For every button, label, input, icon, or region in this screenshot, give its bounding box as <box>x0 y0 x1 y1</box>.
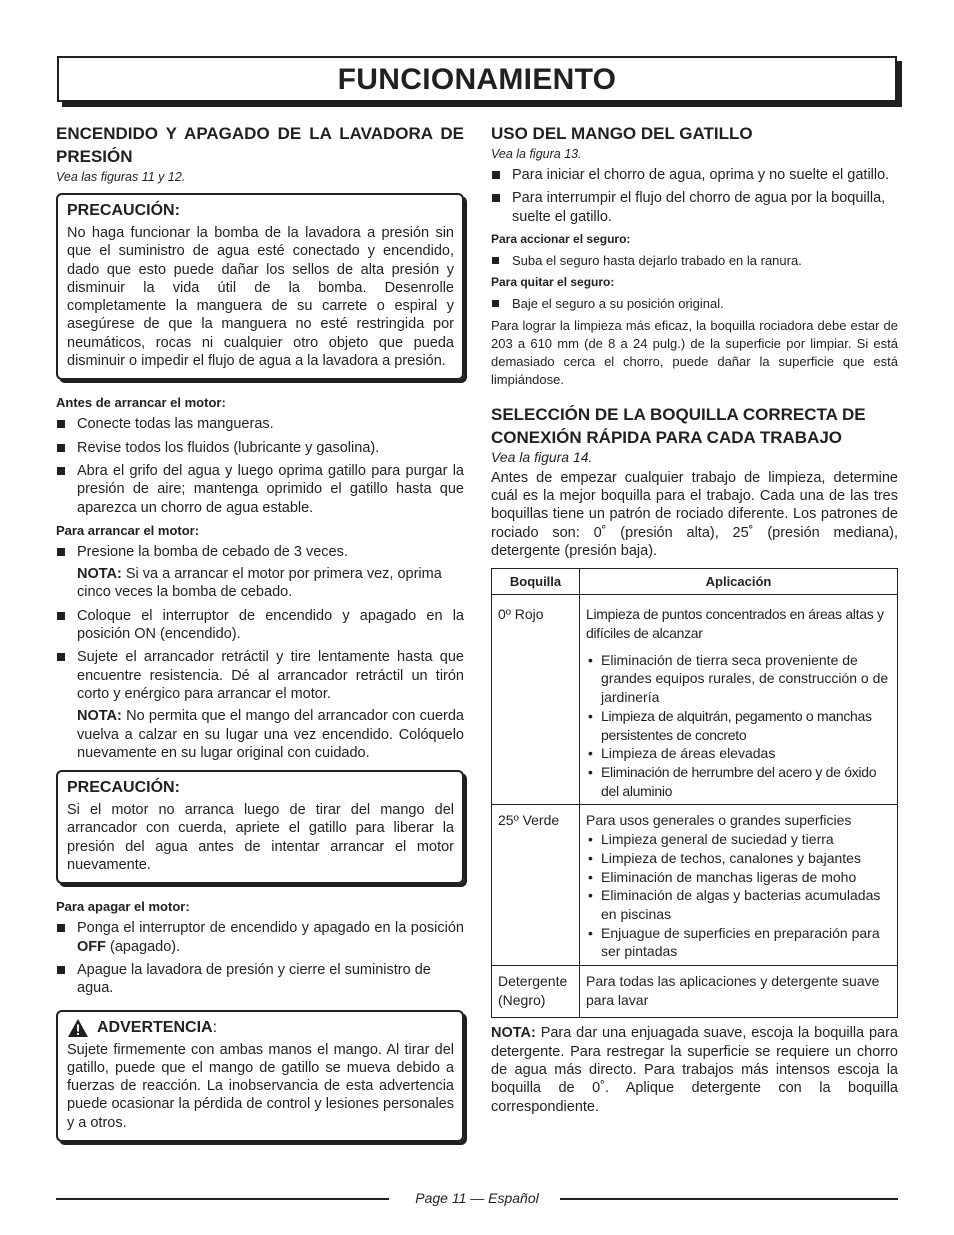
table-row <box>492 595 898 805</box>
caution-text: No haga funcionar la bomba de la lavadora a presión sin que el suministro de agua esté conectado y encendido, dado que esto puede dañar los sellos de alta presión y disminuir la vida útil de la bomba. Desenrolle completamente la manguera de su carrete o espiral y asegúrese de que la manguera no esté restringida por neumáticos, rocas ni cualquier otro objeto que pueda disminuir o impedir el flujo de agua a la lavadora a presión. <box>67 225 454 370</box>
warning-title <box>67 1018 454 1038</box>
lock-list <box>491 252 898 269</box>
note-text: Si va a arrancar el motor por primera vez, oprima cinco veces la bomba de cebado. <box>77 566 442 601</box>
list-item: Abra el grifo del agua y luego oprima gatillo para purgar la presión de aire; mantenga oprimido el gatillo hasta que aparezca un chorro de agua estable. <box>56 462 464 517</box>
application-cell <box>580 805 898 966</box>
section-banner <box>57 56 897 102</box>
section-heading-start-stop: ENCENDIDO Y APAGADO DE LA LAVADORA DE PRESIÓN <box>56 124 464 166</box>
list-item <box>56 919 464 956</box>
unlock-list <box>491 295 898 312</box>
list-item: Sujete el arrancador retráctil y tire lentamente hasta que encuentre resistencia. Dé al arrancador retráctil un tirón corto y enérgico para arrancar el motor. <box>56 648 464 703</box>
application-cell <box>580 595 898 805</box>
nozzle-cell: Detergente (Negro) <box>492 966 580 1018</box>
list-item: Revise todos los fluidos (lubricante y gasolina). <box>56 439 464 457</box>
note-text: Para dar una enjuagada suave, escoja la boquilla para detergente. Para restregar la superficie se requiere un chorro de agua más directo. Para trabajos más intensos escoja la boquilla de 0˚. Aplique detergente con la boquilla correspondiente. <box>491 1025 898 1115</box>
list-item: • Eliminación de tierra seca proveniente de grandes equipos rurales, de construcción o de jardinería <box>586 651 892 707</box>
list-item: • Enjuague de superficies en preparación para ser pintadas <box>586 924 892 961</box>
warning-label: ADVERTENCIA <box>97 1018 213 1036</box>
note-label: NOTA: <box>77 708 122 725</box>
nozzle-note <box>491 1024 898 1115</box>
caution-text: Si el motor no arranca luego de tirar del mango del arrancador con cuerda, apriete el gatillo para liberar la presión del agua antes de intentar arrancar el motor nuevamente. <box>67 802 454 874</box>
list-item: Suba el seguro hasta dejarlo trabado en la ranura. <box>491 252 898 269</box>
warning-text: Sujete firmemente con ambas manos el mango. Al tirar del gatillo, puede que el mango de gatillo se mueva debido a fuerzas de reacción. La inobservancia de esta advertencia puede ocasionar la pérdida de control y lesiones personales y a otros. <box>67 1041 454 1131</box>
caution-box-1 <box>56 193 464 380</box>
list-item: • Limpieza de áreas elevadas <box>586 744 892 763</box>
figure-reference: Vea las figuras 11 y 12. <box>56 170 186 184</box>
section-heading-trigger: USO DEL MANGO DEL GATILLO <box>491 124 753 143</box>
warning-colon: : <box>212 1018 218 1036</box>
table-header: Boquilla <box>492 569 580 595</box>
application-cell: Para todas las aplicaciones y detergente suave para lavar <box>580 966 898 1018</box>
page-number: Page 11 — Español <box>415 1190 539 1206</box>
off-label: OFF <box>77 938 106 955</box>
figure-reference: Vea la figura 13. <box>491 147 582 161</box>
list-item-text: Ponga el interruptor de encendido y apagado en la posición <box>77 920 464 937</box>
list-item: Baje el seguro a su posición original. <box>491 295 898 312</box>
list-item: • Eliminación de herrumbre del acero y de óxido del aluminio <box>586 763 892 800</box>
before-start-title: Antes de arrancar el motor: <box>56 395 226 411</box>
before-start-list <box>56 415 464 516</box>
list-item: Para interrumpir el flujo del chorro de agua por la boquilla, suelte el gatillo. <box>491 189 898 226</box>
list-item: • Eliminación de algas y bacterias acumuladas en piscinas <box>586 886 892 923</box>
trigger-list <box>491 166 898 226</box>
application-list <box>586 830 892 961</box>
distance-paragraph: Para lograr la limpieza más eficaz, la boquilla rociadora debe estar de 203 a 610 mm (de 8 a 24 pulg.) de la superficie por limpiar. Si está demasiado cerca el chorro, puede dañar la superficie que está limpiándose. <box>491 317 898 387</box>
nozzle-table <box>491 568 898 1018</box>
page-footer <box>56 1188 898 1208</box>
start-list <box>56 543 464 561</box>
list-item: Para iniciar el chorro de agua, oprima y no suelte el gatillo. <box>491 166 898 184</box>
application-list <box>586 651 892 801</box>
list-item: Conecte todas las mangueras. <box>56 415 464 433</box>
note <box>56 565 464 602</box>
table-row <box>492 805 898 966</box>
left-column <box>56 122 464 1142</box>
table-row <box>492 966 898 1018</box>
list-item: • Eliminación de manchas ligeras de moho <box>586 868 892 887</box>
list-item: • Limpieza de alquitrán, pegamento o manchas persistentes de concreto <box>586 707 892 744</box>
list-item: Presione la bomba de cebado de 3 veces. <box>56 543 464 561</box>
stop-list <box>56 919 464 997</box>
application-intro: Para usos generales o grandes superficies <box>586 812 852 829</box>
nozzle-cell: 0º Rojo <box>492 595 580 805</box>
stop-title: Para apagar el motor: <box>56 899 190 915</box>
start-list-cont <box>56 607 464 703</box>
caution-title: PRECAUCIÓN: <box>67 779 180 797</box>
note-label: NOTA: <box>77 566 122 583</box>
caution-title: PRECAUCIÓN: <box>67 202 180 219</box>
figure-reference: Vea la figura 14. <box>491 448 593 465</box>
lock-title: Para accionar el seguro: <box>491 231 631 246</box>
list-item: Apague la lavadora de presión y cierre el suministro de agua. <box>56 961 464 998</box>
right-column <box>491 122 898 1116</box>
page-title: FUNCIONAMIENTO <box>337 63 617 96</box>
note-label: NOTA: <box>491 1025 536 1042</box>
application-intro: Limpieza de puntos concentrados en áreas altas y difíciles de alcanzar <box>586 606 884 642</box>
table-header-row <box>492 569 898 595</box>
table-header: Aplicación <box>580 569 898 595</box>
note <box>56 707 464 762</box>
section-heading-nozzle: SELECCIÓN DE LA BOQUILLA CORRECTA DE CONEXIÓN RÁPIDA PARA CADA TRABAJO <box>491 404 866 447</box>
caution-box-2 <box>56 770 464 884</box>
list-item: Coloque el interruptor de encendido y apagado en la posición ON (encendido). <box>56 607 464 644</box>
unlock-title: Para quitar el seguro: <box>491 274 615 289</box>
start-title: Para arrancar el motor: <box>56 522 200 538</box>
warning-triangle-icon <box>67 1018 89 1038</box>
warning-box <box>56 1010 464 1142</box>
list-item: • Limpieza de techos, canalones y bajantes <box>586 849 892 868</box>
nozzle-cell: 25º Verde <box>492 805 580 966</box>
list-item-text: (apagado). <box>106 938 181 955</box>
nozzle-paragraph: Antes de empezar cualquier trabajo de limpieza, determine cuál es la mejor boquilla para el trabajo. Cada una de las tres boquillas tiene un patrón de rociado diferente. Los patrones de rociado son: 0˚ (presión alta), 25˚ (presión mediana), detergente (presión baja). <box>491 469 898 560</box>
note-text: No permita que el mango del arrancador con cuerda vuelva a calzar en su lugar una vez encendido. Colóquelo nuevamente en su lugar original con cuidado. <box>77 708 464 761</box>
list-item: • Limpieza general de suciedad y tierra <box>586 830 892 849</box>
